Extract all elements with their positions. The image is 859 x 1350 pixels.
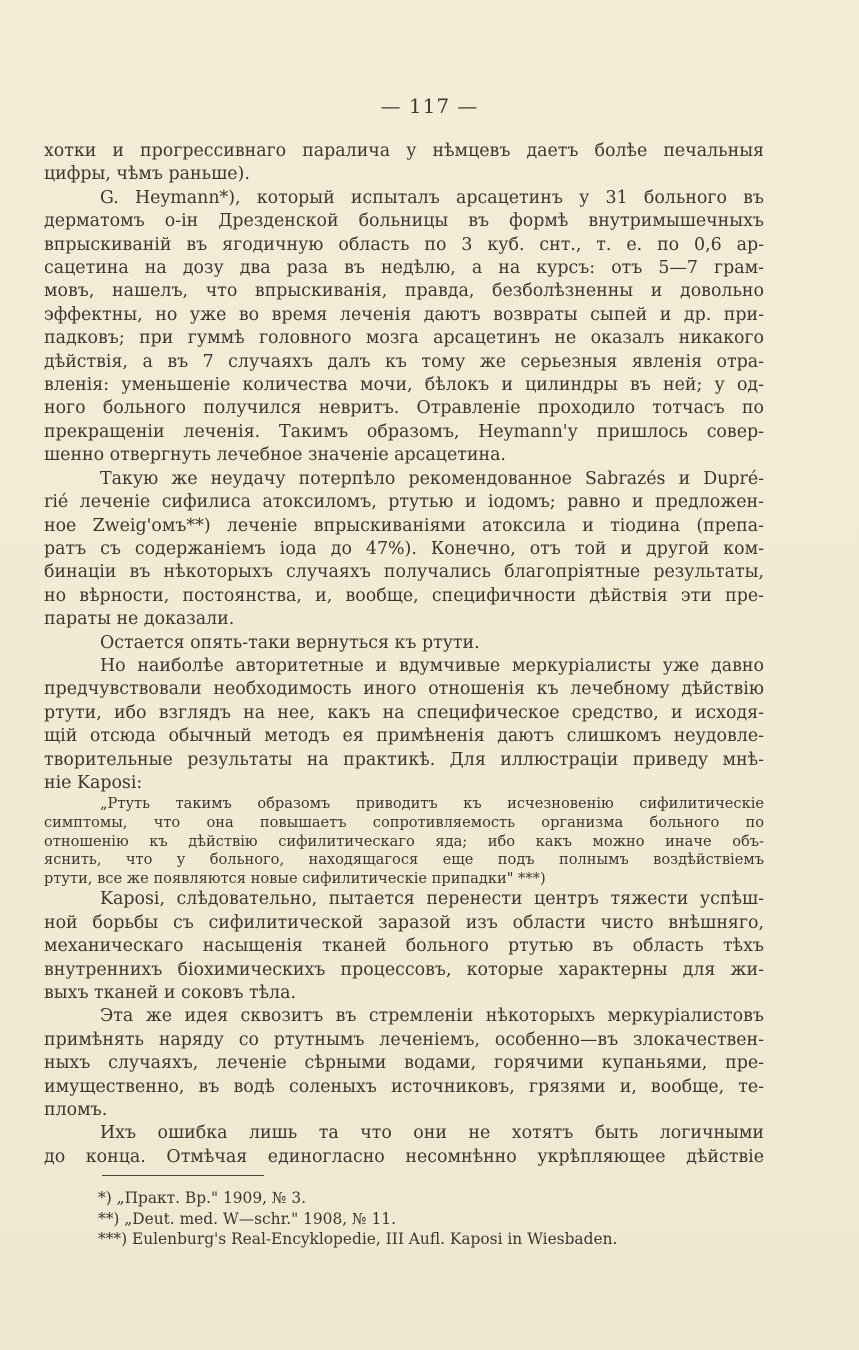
text-line: Kaposi, слѣдовательно, пытается перенести центръ тяжести успѣш-: [100, 889, 764, 910]
quote-line: симптомы, что она повышаетъ сопротивляемость организма больного по: [44, 813, 764, 831]
text-line: падковъ; при гуммѣ головного мозга арсацетинъ не оказалъ никакого: [44, 328, 764, 349]
footnote-3: ***) Eulenburg's Real-Encyklopedie, III Aufl. Kaposi in Wiesbaden.: [98, 1230, 618, 1249]
text-line: ного больного получился невритъ. Отравленіе проходило тотчасъ по: [44, 398, 764, 419]
text-line: хотки и прогрессивнаго паралича у нѣмцевъ даетъ болѣе печальныя: [44, 141, 764, 161]
text-line: но вѣрности, постоянства, и, вообще, специфичности дѣйствія эти пре-: [44, 585, 764, 606]
text-line: цифры, чѣмъ раньше).: [44, 164, 250, 185]
text-line: примѣнять наряду со ртутнымъ леченіемъ, особенно—въ злокачествен-: [44, 1029, 764, 1050]
text-line: Но наиболѣе авторитетные и вдумчивые меркуріалисты уже давно: [100, 655, 764, 676]
text-line: имущественно, въ водѣ соленыхъ источниковъ, грязями и, вообще, те-: [44, 1076, 764, 1097]
quote-line: „Ртуть такимъ образомъ приводитъ къ исчезновенію сифилитическіе: [100, 795, 764, 813]
following-paragraphs: [44, 888, 764, 1169]
text-line: творительные результаты на практикѣ. Для иллюстраціи приведу мнѣ-: [44, 749, 764, 770]
text-line: Остается опять-таки вернуться къ ртути.: [100, 632, 480, 653]
quote-line: ртути, все же появляются новые сифилитическіе припадки" ***): [44, 869, 546, 887]
text-line: шенно отвергнуть лечебное значеніе арсацетина.: [44, 445, 506, 466]
quote-line: отношенію къ дѣйствію сифилитическаго яда; ибо какъ можно иначе объ-: [44, 832, 764, 850]
text-line: предчувствовали необходимость иного отношенія къ лечебному дѣйствію: [44, 679, 764, 700]
text-line: щій отсюда обычный методъ ея примѣненія даютъ слишкомъ неудовле-: [44, 726, 764, 747]
main-paragraphs: [44, 140, 764, 795]
text-line: до конца. Отмѣчая единогласно несомнѣнно укрѣпляющее дѣйствіе: [44, 1146, 764, 1167]
footnotes: [98, 1188, 758, 1250]
text-line: Такую же неудачу потерпѣло рекомендованное Sabrazés и Dupré-: [100, 468, 764, 489]
footnote-1: *) „Практ. Вр." 1909, № 3.: [98, 1189, 307, 1207]
text-line: ныхъ случаяхъ, леченіе сѣрными водами, горячими купаньями, пре-: [44, 1053, 764, 1074]
text-line: впрыскиваній въ ягодичную область по 3 куб. снт., т. е. по 0,6 ар-: [44, 234, 764, 255]
page-number: — 117 —: [380, 94, 479, 118]
text-line: бинаціи въ нѣкоторыхъ случаяхъ получались благопріятные результаты,: [44, 562, 764, 583]
text-line: ніе Kaposi:: [44, 772, 143, 793]
text-line: ное Zweig'омъ**) леченіе впрыскиваніями атоксила и тіодина (препа-: [44, 515, 764, 536]
text-line: вленія: уменьшеніе количества мочи, бѣлокъ и цилиндры въ ней; у од-: [44, 375, 764, 396]
text-line: Ихъ ошибка лишь та что они не хотятъ быть логичными: [100, 1123, 764, 1144]
text-line: параты не доказали.: [44, 609, 235, 630]
text-line: прекращеніи леченія. Такимъ образомъ, Heymann'у пришлось совер-: [44, 421, 764, 442]
text-line: G. Heymann*), который испыталъ арсацетинъ у 31 больного въ: [100, 187, 764, 208]
text-line: выхъ тканей и соковъ тѣла.: [44, 982, 296, 1003]
text-line: rié леченіе сифилиса атоксиломъ, ртутью и іодомъ; равно и предложен-: [44, 492, 764, 513]
kaposi-quote: [44, 795, 764, 888]
quote-line: яснить, что у больного, находящагося еще подъ полнымъ воздѣйствіемъ: [44, 851, 764, 869]
footnote-2: **) „Deut. med. W—schr." 1908, № 11.: [98, 1209, 396, 1228]
text-line: пломъ.: [44, 1100, 108, 1120]
text-line: дѣйствія, а въ 7 случаяхъ далъ къ тому же серьезныя явленія отра-: [44, 351, 764, 372]
text-line: механическаго насыщенія тканей больного ртутью въ область тѣхъ: [44, 936, 764, 957]
footnote-divider: [102, 1175, 264, 1176]
text-line: эффектны, но уже во время леченія даютъ возвраты сыпей и др. при-: [44, 304, 764, 325]
text-line: дерматомъ о-ін Дрезденской больницы въ формѣ внутримышечныхъ: [44, 211, 764, 232]
text-line: ратъ съ содержаніемъ іода до 47%). Конечно, отъ той и другой ком-: [44, 538, 764, 559]
text-line: внутреннихъ біохимическихъ процессовъ, которые характерны для жи-: [44, 959, 764, 980]
text-line: ртути, ибо взглядъ на нее, какъ на специфическое средство, и исходя-: [44, 702, 764, 723]
body-text: [44, 140, 764, 1169]
text-line: ной борьбы съ сифилитической заразой изъ области чисто внѣшняго,: [44, 912, 764, 933]
text-line: Эта же идея сквозитъ въ стремленіи нѣкоторыхъ меркуріалистовъ: [100, 1006, 764, 1027]
text-line: мовъ, нашелъ, что впрыскиванія, правда, безболѣзненны и довольно: [44, 281, 764, 302]
text-line: сацетина на дозу два раза въ недѣлю, а на курсъ: отъ 5—7 грам-: [44, 258, 764, 279]
